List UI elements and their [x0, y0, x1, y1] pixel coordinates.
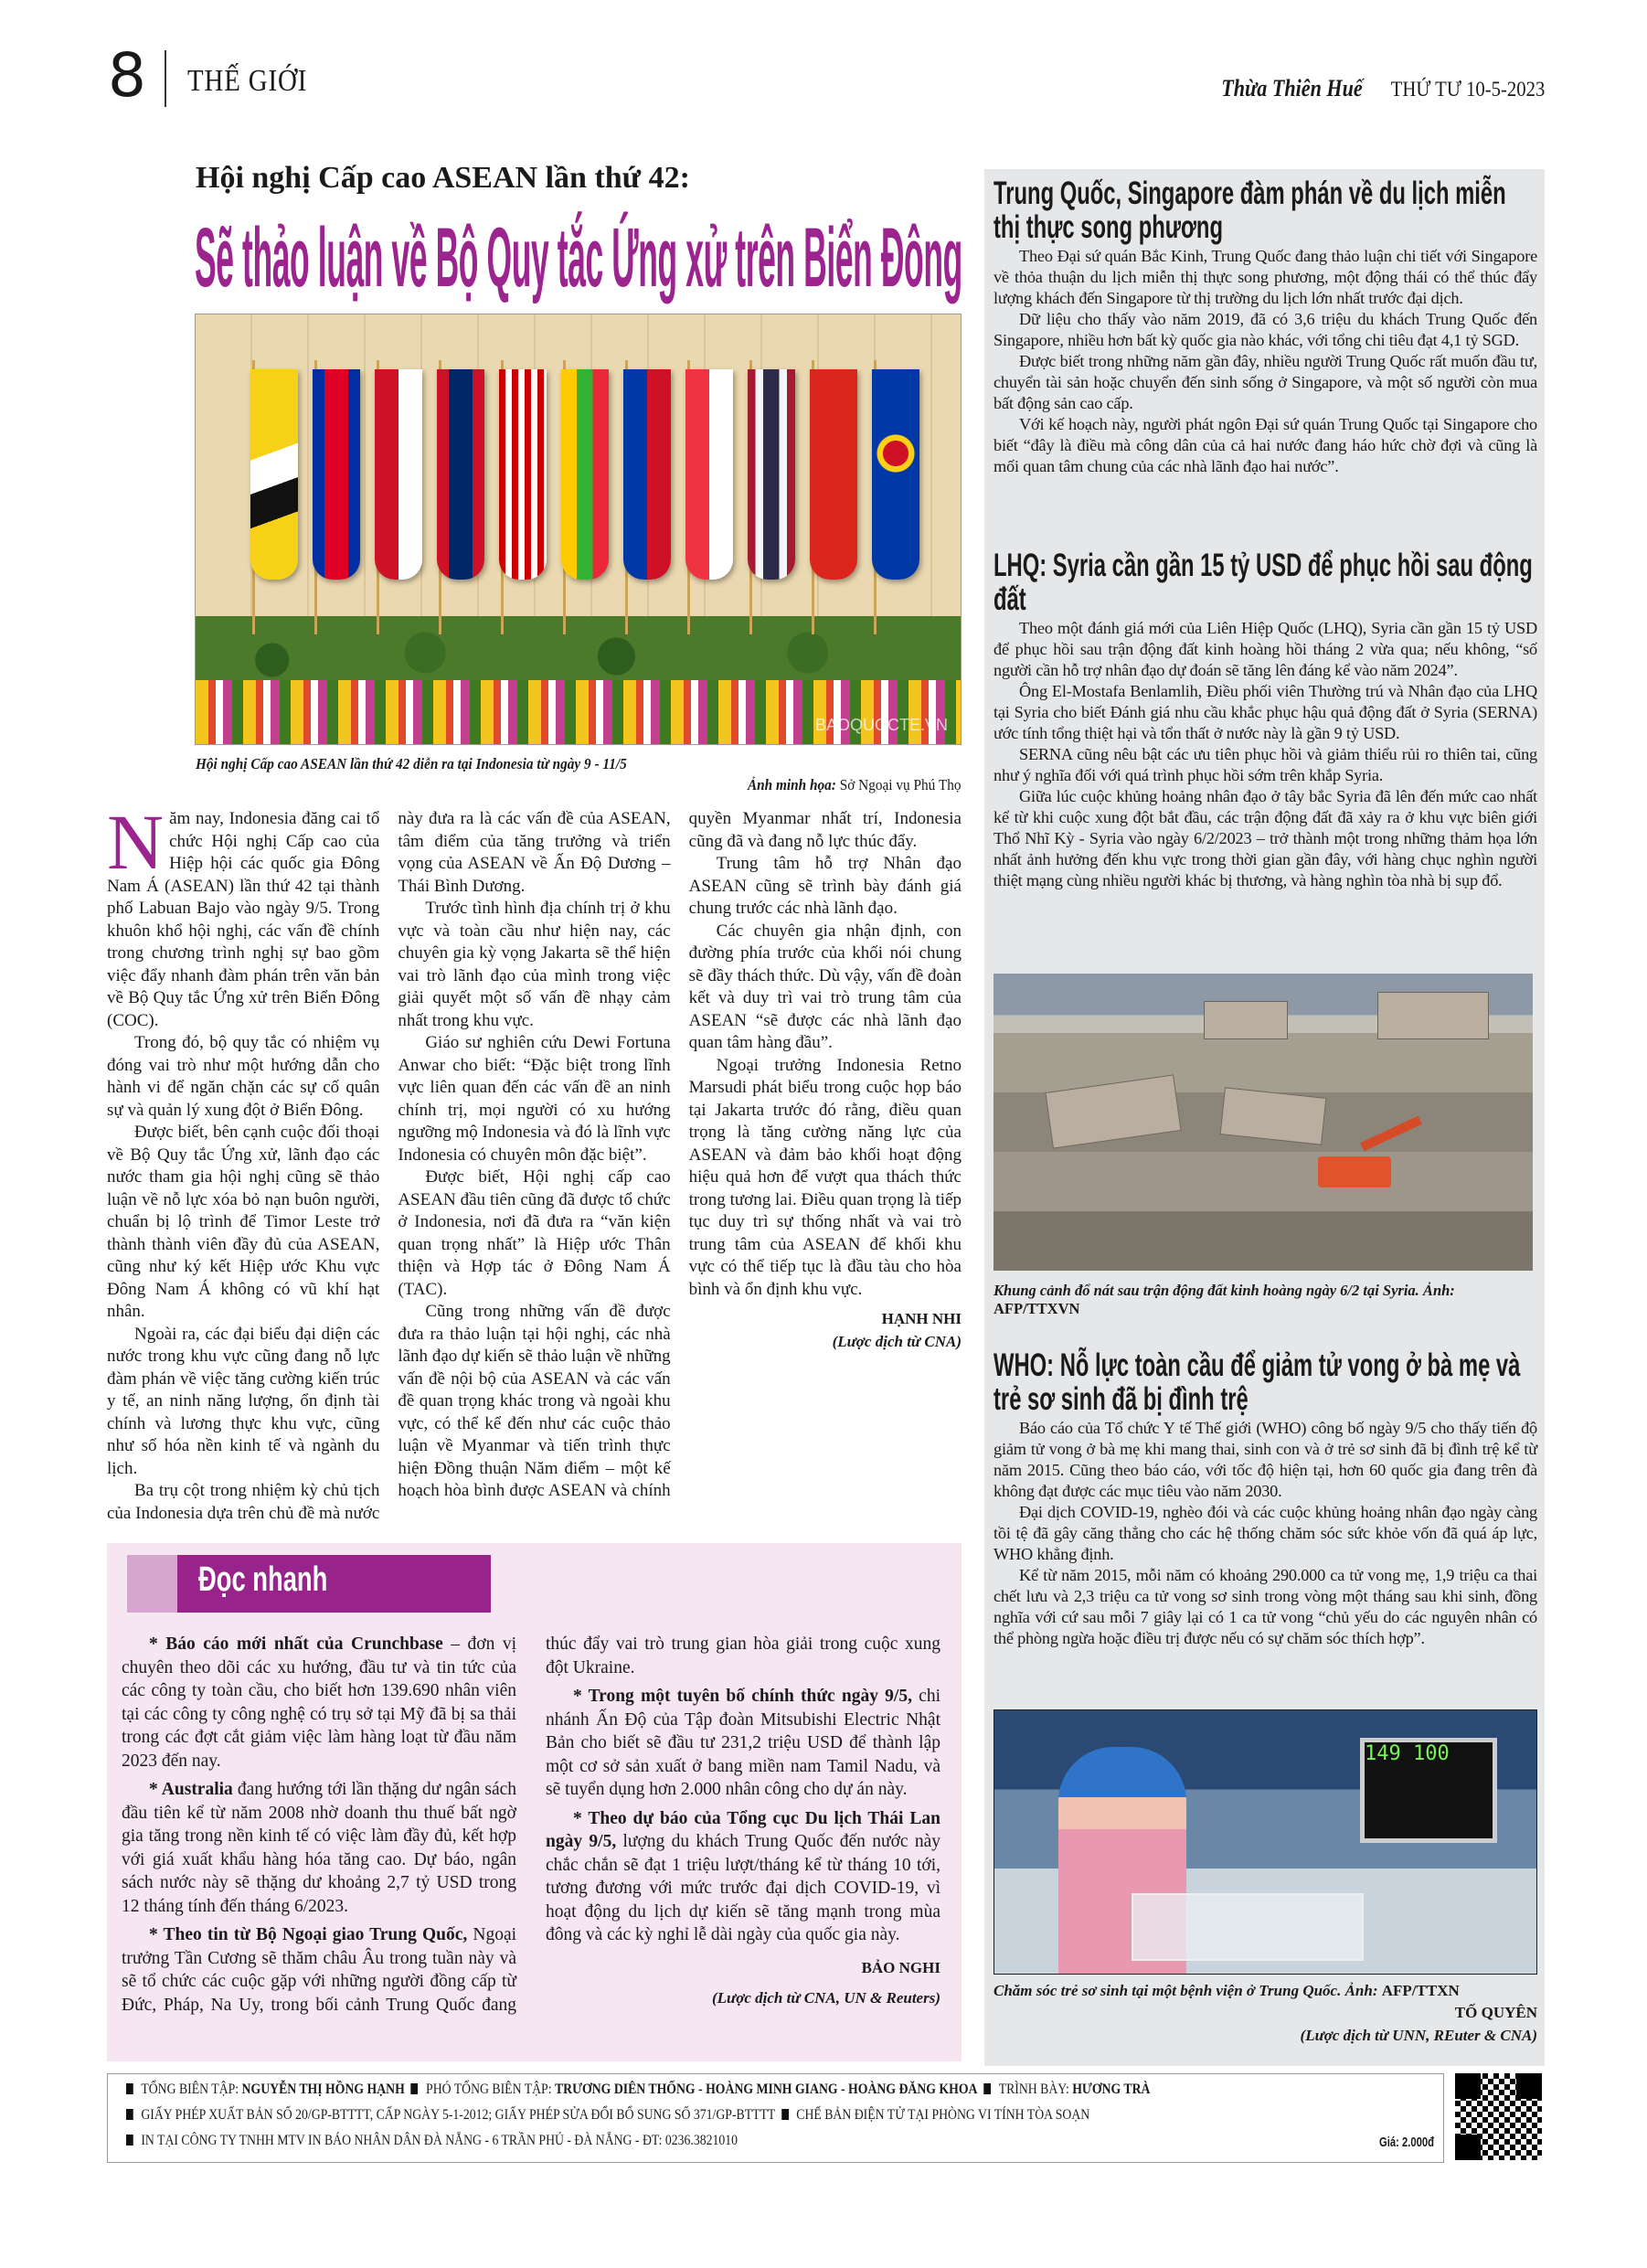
issue-date: THỨ TƯ 10-5-2023	[1390, 78, 1545, 101]
flag	[437, 369, 484, 580]
photo-caption: Khung cảnh đổ nát sau trận động đất kinh hoàng ngày 6/2 tại Syria. Ảnh: AFP/TTXVN	[994, 1282, 1455, 1317]
article-body	[107, 798, 962, 1530]
quick-read-header	[127, 1555, 491, 1613]
source-note: (Lược dịch từ CNA, UN & Reuters)	[711, 1989, 940, 2007]
photo-credit	[748, 776, 962, 794]
masthead	[1196, 75, 1545, 102]
drop-cap: N	[107, 798, 165, 886]
credit-label: Ảnh minh họa:	[748, 776, 837, 793]
imprint-license: GIẤY PHÉP XUẤT BẢN SỐ 20/GP-BTTTT, CẤP NGÀY 5-1-2012; GIẤY PHÉP SỬA ĐỔI BỔ SUNG SỐ 371/GP-BTTTT CHẾ BẢN ĐIỆN TỬ TẠI PHÒNG VI TÍNH TÒA SOẠN	[126, 2107, 1089, 2124]
photo-caption: Hội nghị Cấp cao ASEAN lần thứ 42 diễn ra tại Indonesia từ ngày 9 - 11/5	[196, 755, 627, 772]
paragraph: Dữ liệu cho thấy vào năm 2019, đã có 3,6 triệu du khách Trung Quốc đến Singapore, nhiều hơn bất kỳ quốc gia nào khác, với tổng chi tiêu đạt 4,1 tỷ SGD.	[994, 310, 1537, 349]
flag	[499, 369, 547, 580]
flag	[685, 369, 733, 580]
paragraph: Theo Đại sứ quán Bắc Kinh, Trung Quốc đang thảo luận chi tiết với Singapore về thỏa thuận du lịch miễn thị thực song phương, một động thái có thể thúc đẩy lượng khách đến Singapore từ thị trường du lịch lớn nhất trước đại dịch.	[994, 247, 1537, 307]
news-item: * Theo dự báo của Tổng cục Du lịch Thái Lan ngày 9/5, lượng du khách Trung Quốc đến nước này chắc chắn sẽ đạt 1 triệu lượt/tháng kể từ tháng 10 tới, tương đương với mức trước đại dịch COVID-19, vì hoạt động du lịch dự kiến sẽ tăng mạnh trong mùa đông và các kỳ nghỉ lễ dài ngày của quốc gia này.	[546, 1808, 940, 1944]
paragraph: Báo cáo của Tổ chức Y tế Thế giới (WHO) công bố ngày 9/5 cho thấy tiến độ giảm tử vong ở bà mẹ khi mang thai, sinh con và ở trẻ sơ sinh đã bị đình trệ kể từ năm 2015. Cũng theo báo cáo, với tốc độ hiện tại, hơn 60 quốc gia đang trên đà không đạt được các mục tiêu vào năm 2030.	[994, 1419, 1537, 1500]
photo-watermark: BAOQUOCTE.VN	[814, 716, 948, 734]
price: Giá: 2.000đ	[1378, 2135, 1434, 2150]
paragraph: Các chuyên gia nhận định, con đường phía trước của khối nói chung sẽ đầy thách thức. Dù vậy, vấn đề đoàn kết và duy trì vai trò trung tâm của ASEAN “sẽ được các nhà lãnh đạo quan tâm hàng đầu”.	[688, 921, 962, 1052]
sidebar-article	[994, 548, 1537, 891]
paragraph: Trung tâm hỗ trợ Nhân đạo ASEAN cũng sẽ trình bày đánh giá chung trước các nhà lãnh đạo.	[688, 854, 962, 918]
paragraph: Ba trụ cột trong nhiệm kỳ chủ tịch của Indonesia dựa trên chủ đề mà nước này đưa ra là các vấn đề của ASEAN, tâm điểm của tăng trưởng và triển vọng của ASEAN về Ấn Độ Dương – Thái Bình Dương.	[107, 809, 671, 1523]
photo-caption: Chăm sóc trẻ sơ sinh tại một bệnh viện ở Trung Quốc. Ảnh: AFP/TTXN	[994, 1982, 1460, 1999]
author: BẢO NGHI	[861, 1958, 940, 1976]
news-item: * Theo tin từ Bộ Ngoại giao Trung Quốc, Ngoại trưởng Tần Cương sẽ thăm châu Âu trong tuần này và sẽ tổ chức các cuộc gặp với những người đồng cấp từ Đức, Pháp, Na Uy, trong bối cảnh Trung Quốc đang thúc đẩy vai trò trung gian hòa giải trong cuộc xung đột Ukraine.	[122, 1634, 940, 2015]
author: TỐ QUYÊN	[1454, 2004, 1537, 2021]
header-divider	[165, 50, 166, 107]
news-item: * Báo cáo mới nhất của Crunchbase – đơn vị chuyên theo dõi các xu hướng, đầu tư và tin tức của các công ty toàn cầu, cho biết hơn 139.690 nhân viên tại các công ty công nghệ có trụ sở tại Mỹ đã bị sa thải trong các đợt cắt giảm việc làm hàng loạt từ đầu năm 2023 đến nay.	[122, 1634, 516, 1771]
sidebar-headline: LHQ: Syria cần gần 15 tỷ USD để phục hồi sau động đất	[994, 548, 1533, 617]
source-note: (Lược dịch từ CNA)	[832, 1332, 962, 1350]
paragraph: Cũng trong những vấn đề được đưa ra thảo luận tại hội nghị, các nhà lãnh đạo dự kiến sẽ thảo luận về những vấn đề nội bộ của ASEAN và các vấn đề quan trọng khác trong và ngoài khu vực, có thể kể đến như các cuộc thảo luận về Myanmar và tiến trình thực hiện Đồng thuận Năm điểm – một kế hoạch hòa bình được ASEAN và chính quyền Myanmar nhất trí, Indonesia cũng đã và đang nỗ lực thúc đẩy.	[398, 809, 962, 1500]
credit-source: Sở Ngoại vụ Phú Thọ	[840, 776, 962, 793]
paragraph: Kể từ năm 2015, mỗi năm có khoảng 290.000 ca tử vong mẹ, 1,9 triệu ca thai chết lưu và 2,3 triệu ca tử vong sơ sinh trong vòng một tháng sau khi sinh, đồng nghĩa với cứ sau mỗi 7 giây lại có 1 ca tử vong “chủ yếu do các nguyên nhân có thể phòng ngừa hoặc điều trị được nếu có sự chăm sóc thích hợp”.	[994, 1566, 1537, 1647]
article-kicker: Hội nghị Cấp cao ASEAN lần thứ 42:	[196, 161, 690, 195]
flag	[810, 369, 857, 580]
headline-text: Sẽ thảo luận về Bộ Quy tắc Ứng xử trên Biển Đông	[195, 211, 962, 304]
section-title: THẾ GIỚI	[187, 64, 308, 98]
paragraph: Ông El-Mostafa Benlamlih, Điều phối viên Thường trú và Nhân đạo của LHQ tại Syria cho biết Đánh giá nhu cầu khắc phục hậu quả động đất ở Syria (SERNA) ước tính tổng thiệt hại và tổn thất ở nước này là gần 9 tỷ USD.	[994, 682, 1537, 742]
paragraph: Giáo sư nghiên cứu Dewi Fortuna Anwar cho biết: “Đặc biệt trong lĩnh vực liên quan đến các vấn đề an ninh chính trị, mọi người có xu hướng ngưỡng mộ Indonesia và đó là lĩnh vực Indonesia có chuyên môn đặc biệt”.	[398, 1033, 671, 1165]
paragraph: Trước tình hình địa chính trị ở khu vực và toàn cầu như hiện nay, các chuyên gia kỳ vọng Jakarta sẽ thể hiện vai trò lãnh đạo của mình trong việc giải quyết một số vấn đề nhạy cảm nhất trong khu vực.	[398, 899, 671, 1030]
paragraph: Ngoài ra, các đại biểu đại diện các nước trong khu vực cũng đang nỗ lực đàm phán về việc tăng cường kiến trúc y tế, an ninh năng lượng, ổn định tài chính và lương thực khu vực, cũng như số hóa nền kinh tế và ngành du lịch.	[107, 1324, 380, 1478]
sidebar-headline: Trung Quốc, Singapore đàm phán về du lịch miễn thị thực song phương	[994, 176, 1506, 245]
flag	[375, 369, 422, 580]
paragraph: Trong đó, bộ quy tắc có nhiệm vụ đóng vai trò như một hướng dẫn cho hành vi để ngăn chặn các sự cố quân sự và quản lý xung đột ở Biển Đông.	[107, 1033, 380, 1120]
paragraph: Được biết, Hội nghị cấp cao ASEAN đầu tiên cũng đã được tổ chức ở Indonesia, nơi đã đưa ra “văn kiện quan trọng nhất” là Hiệp ước Thân thiện và Hợp tác ở Đông Nam Á (TAC).	[398, 1167, 671, 1299]
earthquake-rubble-photo	[994, 974, 1533, 1271]
quick-read-body	[122, 1633, 940, 2053]
flag	[872, 369, 919, 580]
sidebar-article	[994, 176, 1537, 477]
flag	[561, 369, 609, 580]
source-note: (Lược dịch từ UNN, REuter & CNA)	[1300, 2027, 1537, 2044]
paragraph: Với kế hoạch này, người phát ngôn Đại sứ quán Trung Quốc tại Singapore cho biết “đây là điều mà công dân của cả hai nước đang háo hức chờ đợi và cũng là mối quan tâm chung của các nhà lãnh đạo hai nước”.	[994, 415, 1537, 475]
asean-flags-photo	[195, 314, 962, 745]
news-item: * Trong một tuyên bố chính thức ngày 9/5, chi nhánh Ấn Độ của Tập đoàn Mitsubishi Electric Nhật Bản cho biết sẽ đầu tư 231,2 triệu USD để thành lập một cơ sở sản xuất ở bang miền nam Tamil Nadu, và sẽ tuyển dụng hơn 2.000 nhân công cho dự án này.	[546, 1687, 940, 1799]
flag	[623, 369, 671, 580]
paragraph: Giữa lúc cuộc khủng hoảng nhân đạo ở tây bắc Syria đã lên đến mức cao nhất kể từ khi cuộc xung đột bắt đầu, các trận động đất đã xảy ra ở khu vực biên giới Thổ Nhĩ Kỳ - Syria vào ngày 6/2/2023 – trở thành một trong những thảm họa lớn nhất ảnh hưởng đến khu vực trong thời gian gần đây, với hàng chục nghìn người thiệt mạng cùng nhiều người khác bị thương, và hàng nghìn tòa nhà bị sụp đổ.	[994, 787, 1537, 889]
paragraph: Năm nay, Indonesia đăng cai tổ chức Hội nghị Cấp cao của Hiệp hội các quốc gia Đông Nam Á (ASEAN) lần thứ 42 tại thành phố Labuan Bajo vào ngày 9/5. Trong khuôn khổ hội nghị, các vấn đề chính trong chương trình nghị sự bao gồm việc đẩy nhanh đàm phán trên văn bản về Bộ Quy tắc Ứng xử trên Biển Đông (COC).	[107, 798, 380, 1030]
sidebar-headline: WHO: Nỗ lực toàn cầu để giảm tử vong ở bà mẹ và trẻ sơ sinh đã bị đình trệ	[994, 1347, 1521, 1417]
sidebar-article	[994, 1348, 1537, 1649]
paragraph: Theo một đánh giá mới của Liên Hiệp Quốc (LHQ), Syria cần gần 15 tỷ USD để phục hồi sau trận động đất kinh hoàng hồi tháng 2 vừa qua; nếu không, “số người cần hỗ trợ nhân đạo dự đoán sẽ tăng lên đáng kể vào năm 2024”.	[994, 619, 1537, 679]
imprint-staff: TỔNG BIÊN TẬP: NGUYỄN THỊ HỒNG HẠNH PHÓ TỔNG BIÊN TẬP: TRƯƠNG DIÊN THỐNG - HOÀNG MINH GIANG - HOÀNG ĐĂNG KHOA TRÌNH BÀY: HƯƠNG TRÀ	[126, 2082, 1150, 2098]
author: HẠNH NHI	[881, 1310, 962, 1327]
news-item: * Australia đang hướng tới lần thặng dư ngân sách đầu tiên kể từ năm 2008 nhờ doanh thu thuế bất ngờ gia tăng trong nền kinh tế có việc làm đầy đủ, kết hợp với giá xuất khẩu hàng hóa tăng cao. Dự báo, ngân sách nước này sẽ thặng dư khoảng 2,7 tỷ USD trong 12 tháng tính đến tháng 6/2023.	[122, 1780, 516, 1916]
qr-code[interactable]	[1455, 2073, 1542, 2160]
paragraph: SERNA cũng nêu bật các ưu tiên phục hồi và giảm thiểu rủi ro thiên tai, cũng như ý nghĩa đối với quá trình phục hồi sớm trên khắp Syria.	[994, 745, 1537, 784]
imprint-footer	[107, 2073, 1444, 2163]
quick-read-box	[107, 1543, 962, 2061]
newborn-care-photo: 149 100	[994, 1709, 1537, 1975]
article-headline	[195, 208, 962, 309]
imprint-printer: IN TẠI CÔNG TY TNHH MTV IN BÁO NHÂN DÂN ĐÀ NẴNG - 6 TRẦN PHÚ - ĐÀ NẴNG - ĐT: 0236.3821010	[126, 2133, 738, 2149]
paragraph: Ngoại trưởng Indonesia Retno Marsudi phát biểu trong cuộc họp báo tại Jakarta trước đó rằng, điều quan trọng là tăng cường năng lực của ASEAN và đảm bảo khối hoạt động hiệu quả hơn để vượt qua thách thức trong tương lai. Điều quan trọng là tiếp tục duy trì sự thống nhất và vai trò trung tâm của ASEAN để khối khu vực có thể tiếp tục là đầu tàu cho hòa bình và ổn định khu vực.	[688, 1055, 962, 1299]
quick-read-title: Đọc nhanh	[198, 1560, 328, 1599]
paragraph: Được biết trong những năm gần đây, nhiều người Trung Quốc rất muốn đầu tư, chuyển tài sản hoặc chuyển đến sinh sống ở Singapore, và một số người còn mua bất động sản cao cấp.	[994, 352, 1537, 412]
paragraph: Được biết, bên cạnh cuộc đối thoại về Bộ Quy tắc Ứng xử, lãnh đạo các nước tham gia hội nghị cũng sẽ thảo luận về nỗ lực xóa bỏ nạn buôn người, chuẩn bị lộ trình để Timor Leste trở thành thành viên đầy đủ của ASEAN, cũng như ký kết Hiệp ước Khu vực Đông Nam Á không có vũ khí hạt nhân.	[107, 1123, 380, 1321]
flag	[313, 369, 360, 580]
paragraph: Đại dịch COVID-19, nghèo đói và các cuộc khủng hoảng nhân đạo ngày càng tồi tệ đã gây căng thẳng cho các hệ thống chăm sóc sức khỏe vốn đã quá áp lực, WHO khẳng định.	[994, 1503, 1537, 1563]
page-number: 8	[108, 40, 146, 111]
paper-name: Thừa Thiên Huế	[1221, 75, 1363, 101]
flag	[748, 369, 795, 580]
flag	[250, 369, 298, 580]
